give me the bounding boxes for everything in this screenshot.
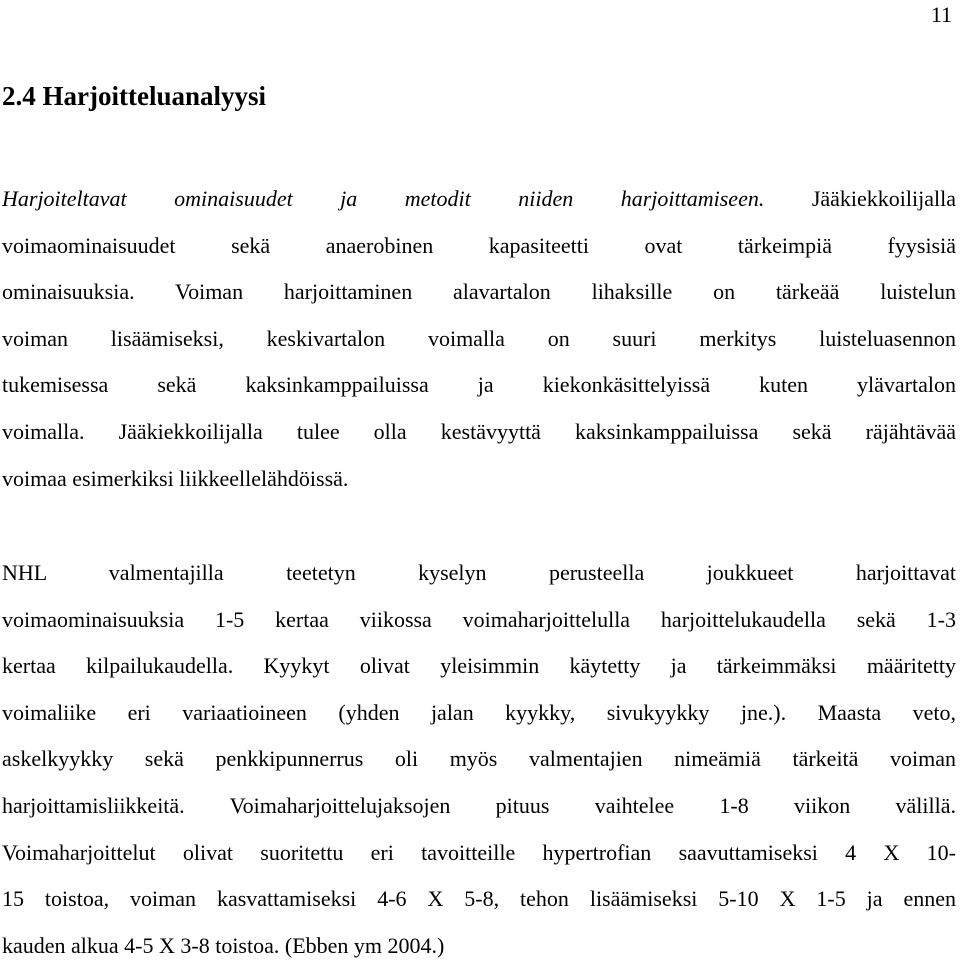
- paragraph-2-line-9: kauden alkua 4-5 X 3-8 toistoa. (Ebben ym 2004.): [2, 932, 445, 958]
- page-number: 11: [930, 2, 952, 27]
- paragraph-1-line-1-rest: Jääkiekkoilijalla: [764, 186, 957, 211]
- paragraph-2-line-3: kertaa kilpailukaudella. Kyykyt olivat yleisimmin käytetty ja tärkeimmäksi määritetty: [2, 653, 956, 679]
- paragraph-2-line-6: harjoittamisliikkeitä. Voimaharjoittelujaksojen pituus vaihtelee 1-8 viikon välillä.: [2, 792, 956, 818]
- paragraph-2-line-2: voimaominaisuuksia 1-5 kertaa viikossa voimaharjoittelulla harjoittelukaudella sekä 1-3: [2, 606, 956, 632]
- paragraph-2-line-7: Voimaharjoittelut olivat suoritettu eri tavoitteille hypertrofian saavuttamiseksi 4 X 10-: [2, 839, 956, 865]
- paragraph-2: [2, 550, 956, 969]
- paragraph-2-line-4: voimaliike eri variaatioineen (yhden jalan kyykky, sivukyykky jne.). Maasta veto,: [2, 699, 956, 725]
- paragraph-2-line-5: askelkyykky sekä penkkipunnerrus oli myös valmentajien nimeämiä tärkeitä voiman: [2, 746, 956, 772]
- paragraph-1-line-7: voimaa esimerkiksi liikkeellelähdöissä.: [2, 465, 349, 491]
- paragraph-1-line-2: voimaominaisuudet sekä anaerobinen kapasiteetti ovat tärkeimpiä fyysisiä: [2, 232, 956, 258]
- paragraph-2-line-8: 15 toistoa, voiman kasvattamiseksi 4-6 X 5-8, tehon lisäämiseksi 5-10 X 1-5 ja ennen: [2, 886, 956, 912]
- paragraph-1: [2, 176, 956, 502]
- paragraph-1-line-5: tukemisessa sekä kaksinkamppailuissa ja kiekonkäsittelyissä kuten ylävartalon: [2, 372, 956, 398]
- italic-lead-phrase: Harjoiteltavat ominaisuudet ja metodit niiden harjoittamiseen.: [2, 186, 765, 211]
- paragraph-1-line-3: ominaisuuksia. Voiman harjoittaminen alavartalon lihaksille on tärkeää luistelun: [2, 279, 956, 305]
- paragraph-1-line-4: voiman lisäämiseksi, keskivartalon voimalla on suuri merkitys luisteluasennon: [2, 325, 956, 351]
- paragraph-2-line-1: NHL valmentajilla teetetyn kyselyn perusteella joukkueet harjoittavat: [2, 560, 956, 585]
- paragraph-1-line-1: [2, 176, 956, 223]
- paragraph-1-line-6: voimalla. Jääkiekkoilijalla tulee olla kestävyyttä kaksinkamppailuissa sekä räjähtävää: [2, 418, 956, 444]
- section-heading: 2.4 Harjoitteluanalyysi: [2, 81, 266, 111]
